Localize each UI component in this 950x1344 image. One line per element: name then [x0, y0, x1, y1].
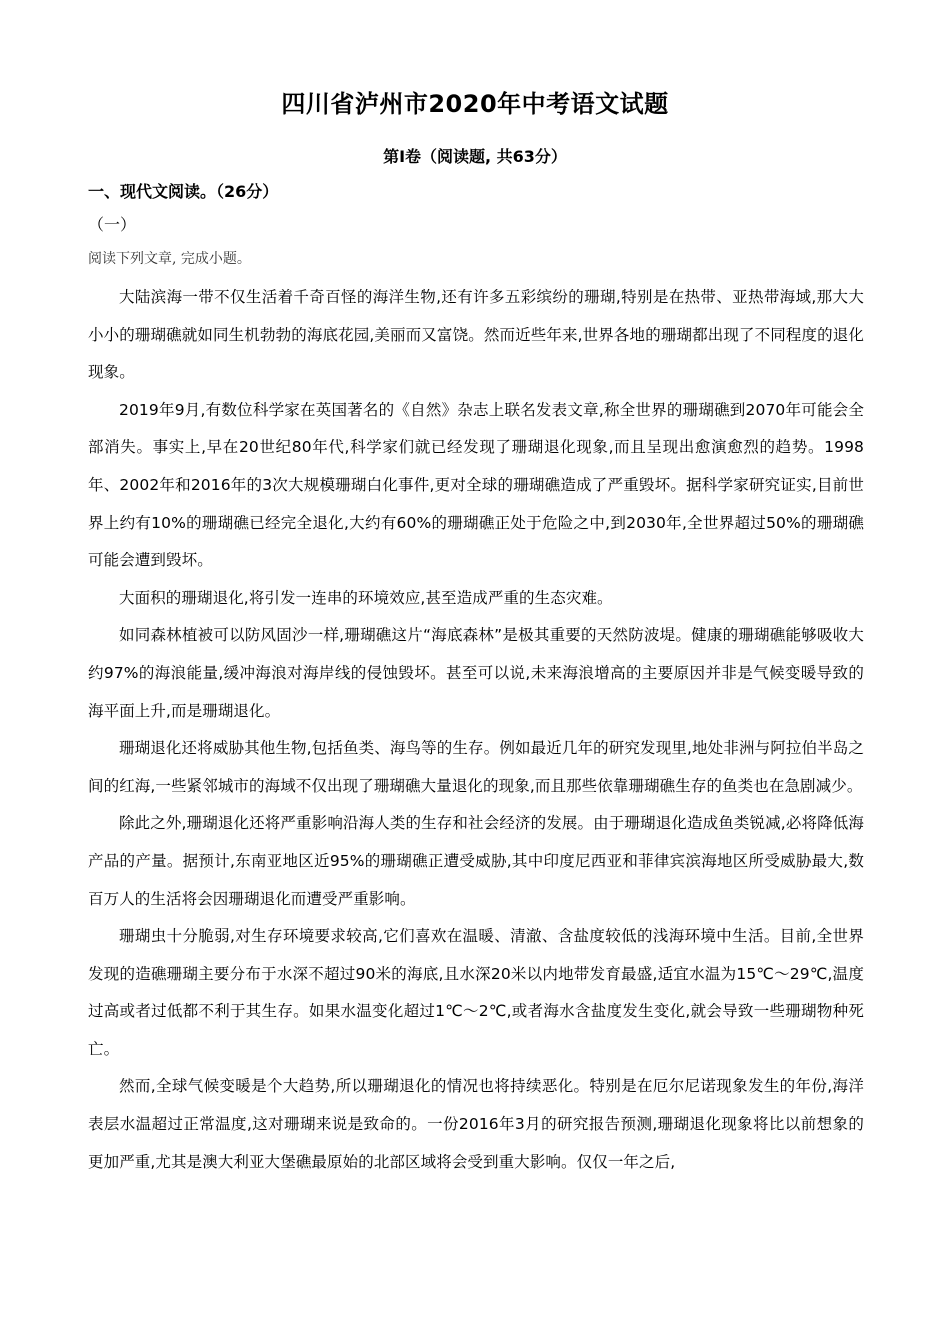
article-paragraph: 如同森林植被可以防风固沙一样,珊瑚礁这片“海底森林”是极其重要的天然防波堤。健康的珊瑚礁能够吸收大约97%的海浪能量,缓冲海浪对海岸线的侵蚀毁坏。甚至可以说,未来海浪增高的主要原因并非是气候变暖导致的海平面上升,而是珊瑚退化。	[88, 626, 864, 720]
article-body	[88, 279, 864, 1181]
part-label: （一）	[88, 215, 137, 234]
article-paragraph: 大陆滨海一带不仅生活着千奇百怪的海洋生物,还有许多五彩缤纷的珊瑚,特别是在热带、亚热带海域,那大大小小的珊瑚礁就如同生机勃勃的海底花园,美丽而又富饶。然而近些年来,世界各地的珊瑚都出现了不同程度的退化现象。	[88, 288, 864, 382]
article-paragraph: 珊瑚虫十分脆弱,对生存环境要求较高,它们喜欢在温暖、清澈、含盐度较低的浅海环境中生活。目前,全世界发现的造礁珊瑚主要分布于水深不超过90米的海底,且水深20米以内地带发育最盛,适宜水温为15℃～29℃,温度过高或者过低都不利于其生存。如果水温变化超过1℃～2℃,或者海水含盐度发生变化,就会导致一些珊瑚物种死亡。	[88, 927, 864, 1058]
article-paragraph: 大面积的珊瑚退化,将引发一连串的环境效应,甚至造成严重的生态灾难。	[119, 588, 613, 607]
page-title: 四川省泸州市2020年中考语文试题	[281, 90, 669, 118]
article-paragraph: 珊瑚退化还将威胁其他生物,包括鱼类、海鸟等的生存。例如最近几年的研究发现里,地处非洲与阿拉伯半岛之间的红海,一些紧邻城市的海域不仅出现了珊瑚礁大量退化的现象,而且那些依靠珊瑚礁生存的鱼类也在急剧减少。	[88, 739, 864, 795]
exam-part-subtitle: 第Ⅰ卷（阅读题, 共63分）	[383, 147, 567, 166]
section-heading: 一、现代文阅读。（26分）	[88, 182, 279, 201]
instruction-text: 阅读下列文章, 完成小题。	[88, 251, 251, 267]
article-paragraph: 然而,全球气候变暖是个大趋势,所以珊瑚退化的情况也将持续恶化。特别是在厄尔尼诺现象发生的年份,海洋表层水温超过正常温度,这对珊瑚来说是致命的。一份2016年3月的研究报告预测,珊瑚退化现象将比以前想象的更加严重,尤其是澳大利亚大堡礁最原始的北部区域将会受到重大影响。仅仅一年之后,	[88, 1077, 864, 1171]
article-paragraph: 除此之外,珊瑚退化还将严重影响沿海人类的生存和社会经济的发展。由于珊瑚退化造成鱼类锐减,必将降低海产品的产量。据预计,东南亚地区近95%的珊瑚礁正遭受威胁,其中印度尼西亚和菲律宾滨海地区所受威胁最大,数百万人的生活将会因珊瑚退化而遭受严重影响。	[88, 814, 864, 908]
article-paragraph: 2019年9月,有数位科学家在英国著名的《自然》杂志上联名发表文章,称全世界的珊瑚礁到2070年可能会全部消失。事实上,早在20世纪80年代,科学家们就已经发现了珊瑚退化现象,而且呈现出愈演愈烈的趋势。1998年、2002年和2016年的3次大规模珊瑚白化事件,更对全球的珊瑚礁造成了严重毁坏。据科学家研究证实,目前世界上约有10%的珊瑚礁已经完全退化,大约有60%的珊瑚礁正处于危险之中,到2030年,全世界超过50%的珊瑚礁可能会遭到毁坏。	[88, 400, 864, 570]
